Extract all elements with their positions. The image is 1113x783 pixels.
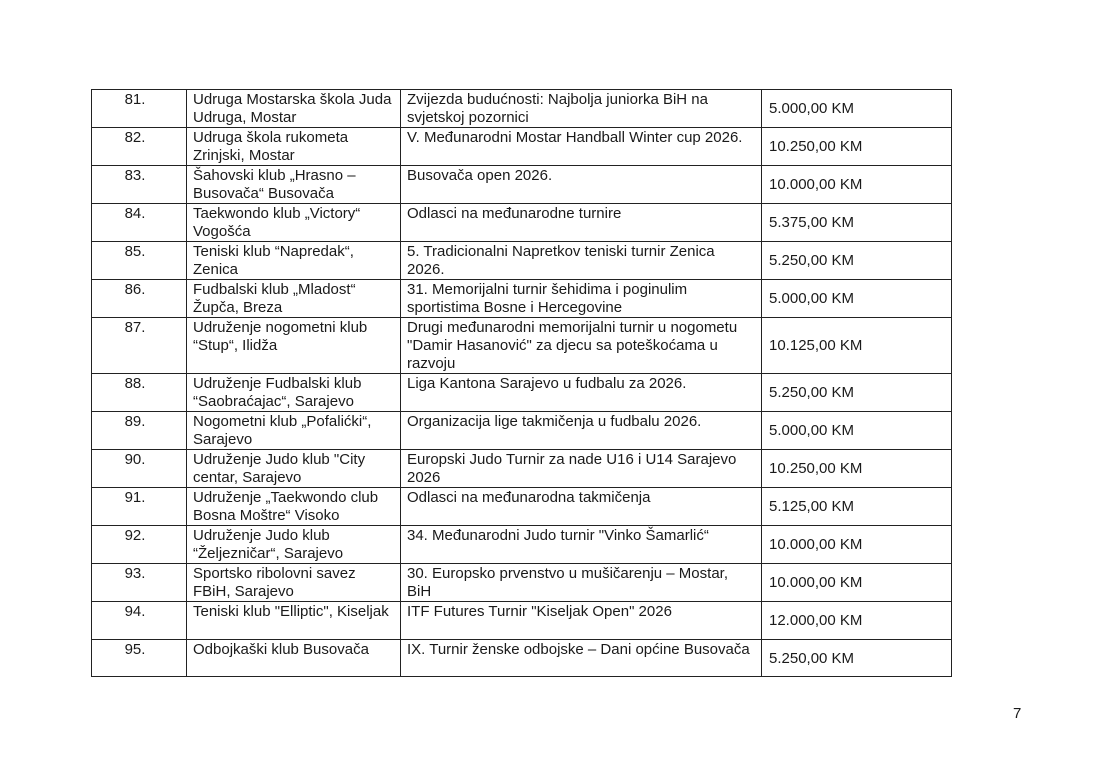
table-row: [92, 166, 952, 204]
amount-cell: 5.125,00 KM: [762, 488, 952, 526]
project-cell: 5. Tradicionalni Napretkov teniski turnir Zenica 2026.: [401, 242, 762, 280]
organization-cell: Odbojkaški klub Busovača: [187, 640, 401, 677]
row-number-cell: 82.: [92, 128, 187, 166]
amount-cell: 10.000,00 KM: [762, 526, 952, 564]
row-number-cell: 92.: [92, 526, 187, 564]
table-row: [92, 602, 952, 640]
amount-cell: 10.000,00 KM: [762, 166, 952, 204]
amount-cell: 5.000,00 KM: [762, 280, 952, 318]
organization-cell: Sportsko ribolovni savez FBiH, Sarajevo: [187, 564, 401, 602]
row-number-cell: 90.: [92, 450, 187, 488]
project-cell: Zvijezda budućnosti: Najbolja juniorka BiH na svjetskoj pozornici: [401, 90, 762, 128]
project-cell: Europski Judo Turnir za nade U16 i U14 Sarajevo 2026: [401, 450, 762, 488]
project-cell: IX. Turnir ženske odbojske – Dani općine Busovača: [401, 640, 762, 677]
amount-cell: 12.000,00 KM: [762, 602, 952, 640]
row-number-cell: 88.: [92, 374, 187, 412]
grants-table: [91, 89, 952, 677]
table-row: [92, 564, 952, 602]
table-row: [92, 242, 952, 280]
project-cell: 34. Međunarodni Judo turnir "Vinko Šamarlić“: [401, 526, 762, 564]
row-number-cell: 86.: [92, 280, 187, 318]
organization-cell: Udruženje Judo klub “Željezničar“, Sarajevo: [187, 526, 401, 564]
amount-cell: 10.250,00 KM: [762, 450, 952, 488]
organization-cell: Fudbalski klub „Mladost“ Župča, Breza: [187, 280, 401, 318]
row-number-cell: 94.: [92, 602, 187, 640]
amount-cell: 5.000,00 KM: [762, 412, 952, 450]
table-row: [92, 450, 952, 488]
amount-cell: 5.250,00 KM: [762, 640, 952, 677]
row-number-cell: 81.: [92, 90, 187, 128]
amount-cell: 5.375,00 KM: [762, 204, 952, 242]
row-number-cell: 95.: [92, 640, 187, 677]
organization-cell: Udruga Mostarska škola Juda Udruga, Mostar: [187, 90, 401, 128]
organization-cell: Udruženje Judo klub "City centar, Sarajevo: [187, 450, 401, 488]
table-row: [92, 90, 952, 128]
project-cell: Odlasci na međunarodna takmičenja: [401, 488, 762, 526]
organization-cell: Udruženje Fudbalski klub “Saobraćajac“, Sarajevo: [187, 374, 401, 412]
amount-cell: 5.250,00 KM: [762, 374, 952, 412]
organization-cell: Udruženje „Taekwondo club Bosna Moštre“ Visoko: [187, 488, 401, 526]
organization-cell: Taekwondo klub „Victory“ Vogošća: [187, 204, 401, 242]
amount-cell: 10.000,00 KM: [762, 564, 952, 602]
table-row: [92, 128, 952, 166]
project-cell: V. Međunarodni Mostar Handball Winter cup 2026.: [401, 128, 762, 166]
project-cell: Liga Kantona Sarajevo u fudbalu za 2026.: [401, 374, 762, 412]
table-row: [92, 374, 952, 412]
project-cell: Busovača open 2026.: [401, 166, 762, 204]
project-cell: Odlasci na međunarodne turnire: [401, 204, 762, 242]
table-row: [92, 640, 952, 677]
page-number: 7: [1013, 705, 1022, 722]
amount-cell: 10.125,00 KM: [762, 318, 952, 374]
row-number-cell: 85.: [92, 242, 187, 280]
row-number-cell: 91.: [92, 488, 187, 526]
organization-cell: Udruženje nogometni klub “Stup“, Ilidža: [187, 318, 401, 374]
table-row: [92, 526, 952, 564]
organization-cell: Udruga škola rukometa Zrinjski, Mostar: [187, 128, 401, 166]
organization-cell: Teniski klub "Elliptic", Kiseljak: [187, 602, 401, 640]
project-cell: 30. Europsko prvenstvo u mušičarenju – Mostar, BiH: [401, 564, 762, 602]
row-number-cell: 83.: [92, 166, 187, 204]
amount-cell: 10.250,00 KM: [762, 128, 952, 166]
row-number-cell: 89.: [92, 412, 187, 450]
amount-cell: 5.250,00 KM: [762, 242, 952, 280]
project-cell: 31. Memorijalni turnir šehidima i poginulim sportistima Bosne i Hercegovine: [401, 280, 762, 318]
project-cell: Drugi međunarodni memorijalni turnir u nogometu "Damir Hasanović" za djecu sa poteškoćama u razvoju: [401, 318, 762, 374]
amount-cell: 5.000,00 KM: [762, 90, 952, 128]
organization-cell: Teniski klub “Napredak“, Zenica: [187, 242, 401, 280]
table-row: [92, 412, 952, 450]
row-number-cell: 93.: [92, 564, 187, 602]
grants-table-body: [92, 90, 952, 677]
table-row: [92, 280, 952, 318]
row-number-cell: 87.: [92, 318, 187, 374]
table-row: [92, 318, 952, 374]
organization-cell: Nogometni klub „Pofalićki“, Sarajevo: [187, 412, 401, 450]
table-row: [92, 488, 952, 526]
table-row: [92, 204, 952, 242]
organization-cell: Šahovski klub „Hrasno – Busovača“ Busovača: [187, 166, 401, 204]
project-cell: ITF Futures Turnir "Kiseljak Open" 2026: [401, 602, 762, 640]
row-number-cell: 84.: [92, 204, 187, 242]
project-cell: Organizacija lige takmičenja u fudbalu 2026.: [401, 412, 762, 450]
